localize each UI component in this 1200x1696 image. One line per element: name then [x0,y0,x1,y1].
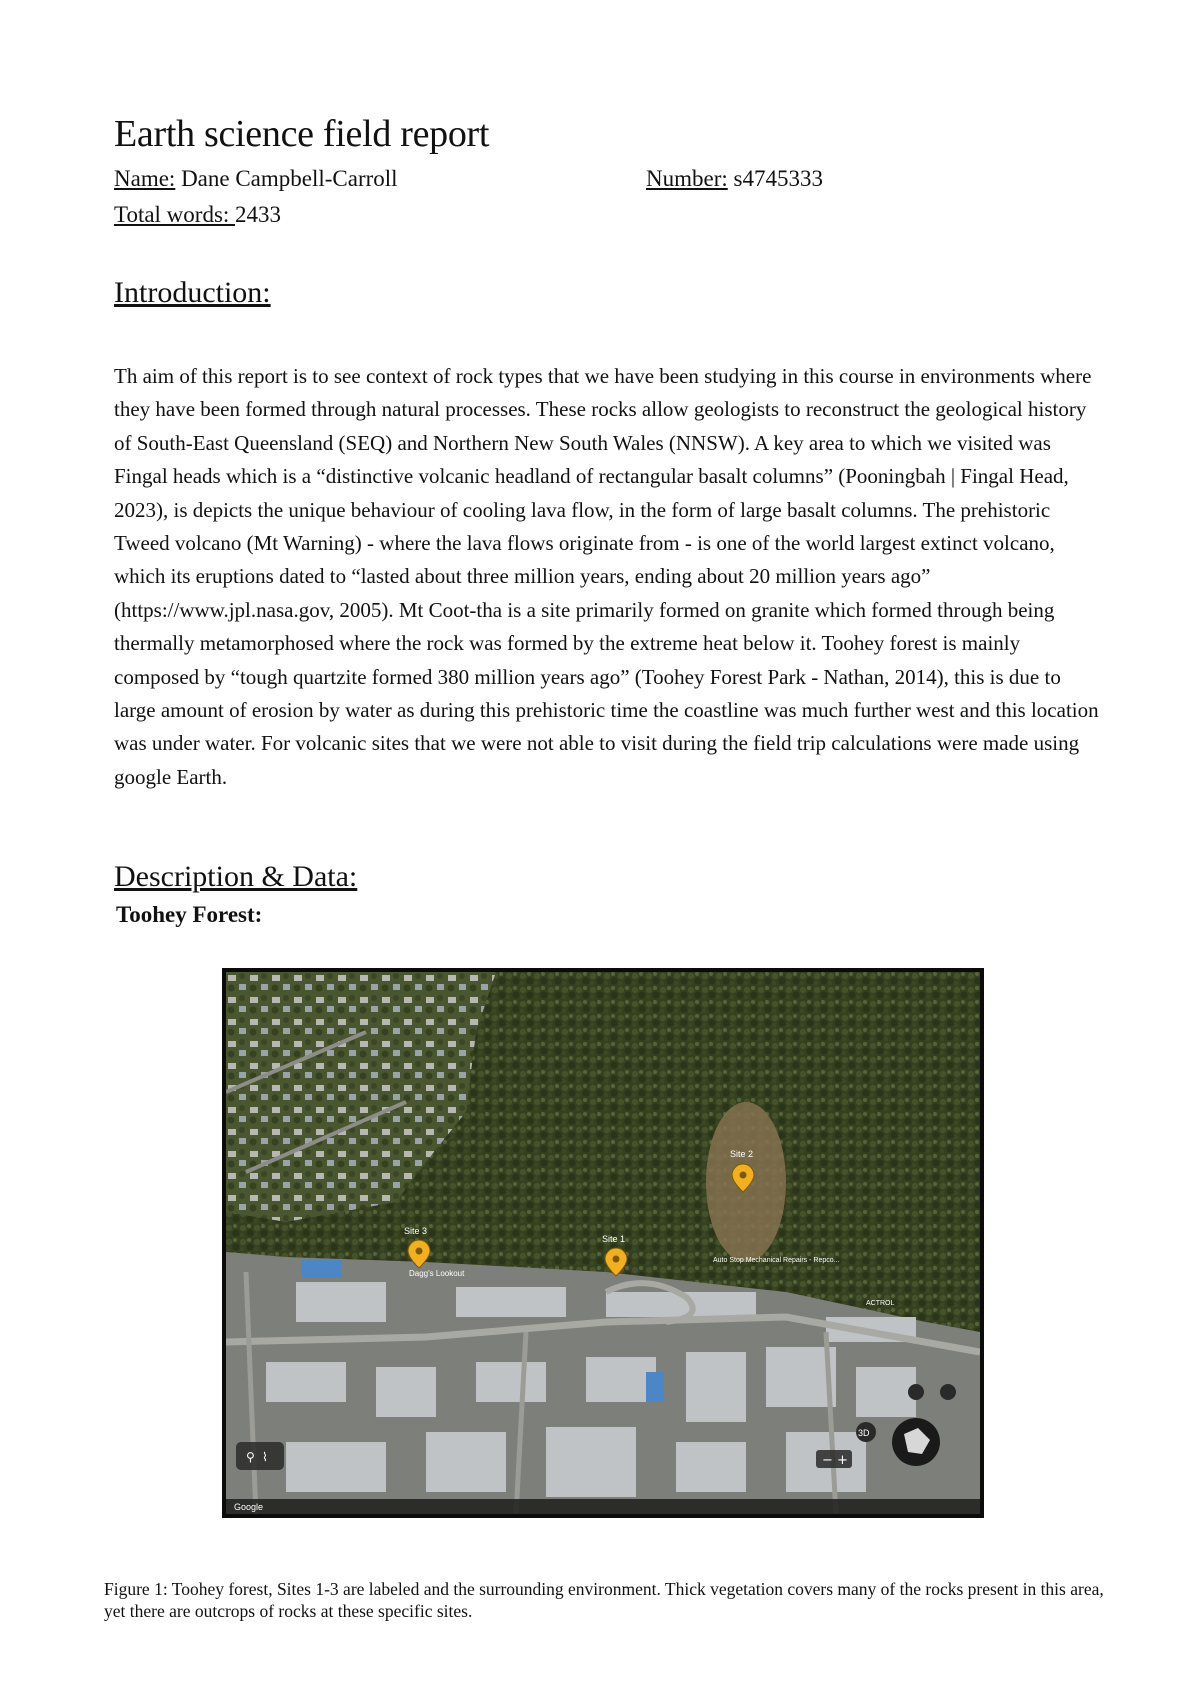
location-pin-icon: ⚲ [246,1450,255,1464]
description-data-heading: Description & Data: [114,860,358,893]
3d-toggle-button[interactable] [856,1422,876,1442]
word-count-line [114,202,281,228]
word-count-label: Total words: [114,202,236,227]
svg-text:3D: 3D [858,1428,870,1438]
site-2-label: Site 2 [730,1149,754,1159]
student-name-line [114,166,398,192]
number-label: Number: [646,166,728,191]
google-attribution: Google [234,1502,264,1512]
zoom-out-icon[interactable]: − [822,1453,833,1468]
site-1-label: Site 1 [602,1234,626,1244]
street-view-icon [940,1384,956,1400]
compass-icon [908,1384,924,1400]
figure-caption: Figure 1: Toohey forest, Sites 1-3 are labeled and the surrounding environment. Thick vegetation covers many of the rocks present in this area, yet there are outcrops of rocks at these specific sites. [104,1579,1104,1621]
daggs-lookout-label: Dagg's Lookout [409,1269,465,1278]
measure-icon: ⌇ [262,1450,268,1464]
name-value: Dane Campbell-Carroll [175,166,398,191]
satellite-map [226,972,980,1514]
map-status-bar [226,1499,980,1514]
toohey-forest-subheading: Toohey Forest: [116,902,263,927]
number-value: s4745333 [727,166,823,191]
satellite-map-figure [222,968,984,1518]
actrol-label: ACTROL [866,1300,895,1307]
site-3-label: Site 3 [404,1226,428,1236]
report-title: Earth science field report [114,113,490,155]
business-label: Auto Stop Mechanical Repairs - Repco... [713,1257,840,1264]
introduction-heading: Introduction: [114,276,271,309]
layers-control[interactable] [236,1442,284,1470]
student-number-line [646,166,823,192]
word-count-value: 2433 [235,202,282,227]
zoom-controls[interactable] [816,1450,852,1468]
introduction-paragraph: Th aim of this report is to see context of rock types that we have been studying in this course in environments where they have been formed through natural processes. These rocks allow geologists to reconstruct the geological history of South-East Queensland (SEQ) and Northern New South Wales (NNSW). A key area to which we visited was Fingal heads which is a “distinctive volcanic headland of rectangular basalt columns” (Pooningbah | Fingal Head, 2023), is depicts the unique behaviour of cooling lava flow, in the form of large basalt columns. The prehistoric Tweed volcano (Mt Warning) - where the lava flows originate from - is one of the world largest extinct volcano, which its eruptions dated to “lasted about three million years, ending about 20 million years ago” (https://www.jpl.nasa.gov, 2005). Mt Coot-tha is a site primarily formed on granite which formed through being thermally metamorphosed where the rock was formed by the extreme heat below it. Toohey forest is mainly composed by “tough quartzite formed 380 million years ago” (Toohey Forest Park - Nathan, 2014), this is due to large amount of erosion by water as during this prehistoric time the coastline was much further west and this location was under water. For volcanic sites that we were not able to visit during the field trip calculations were made using google Earth. [114,364,1099,789]
zoom-in-icon[interactable]: + [837,1453,848,1468]
name-label: Name: [114,166,176,191]
